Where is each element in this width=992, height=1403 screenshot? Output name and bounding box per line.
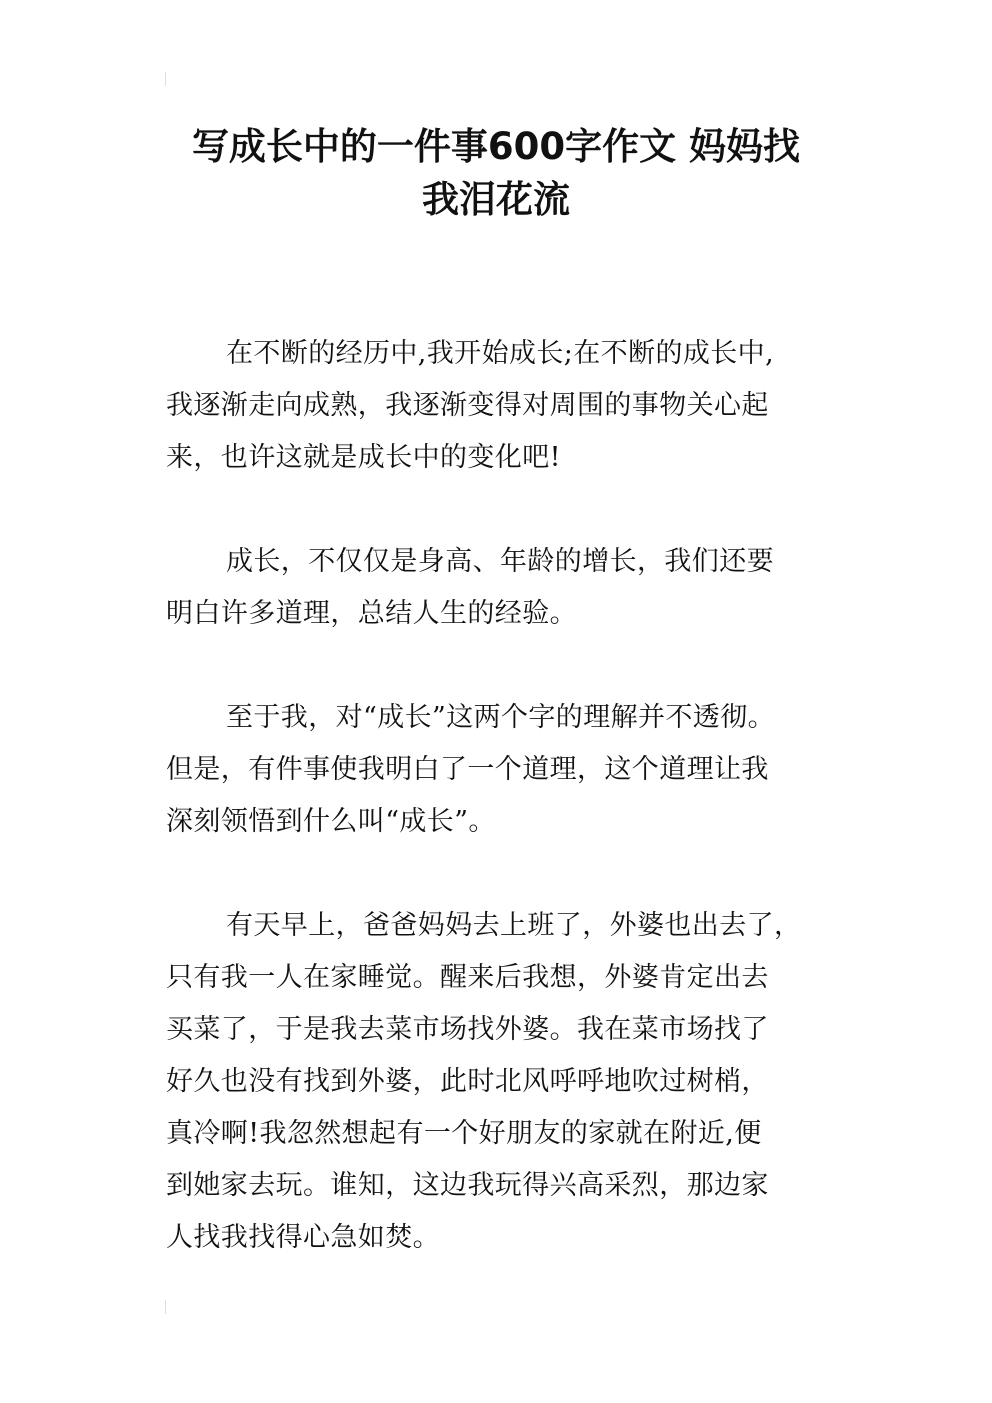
paragraph-2 <box>166 536 846 640</box>
paragraph-3 <box>166 692 846 848</box>
paragraph-4 <box>166 900 846 1264</box>
text-line: 只有我一人在家睡觉。醒来后我想，外婆肯定出去 <box>166 962 769 993</box>
text-line: 来，也许这就是成长中的变化吧! <box>166 442 561 473</box>
text-line: 至于我，对“成长”这两个字的理解并不透彻。 <box>226 702 776 733</box>
document-body <box>166 328 846 1316</box>
text-line: 但是，有件事使我明白了一个道理，这个道理让我 <box>166 754 769 785</box>
text-line: 买菜了，于是我去菜市场找外婆。我在菜市场找了 <box>166 1014 769 1045</box>
text-line: 有天早上，爸爸妈妈去上班了，外婆也出去了， <box>226 910 802 941</box>
text-line: 成长，不仅仅是身高、年龄的增长，我们还要 <box>226 546 774 577</box>
text-line: 真冷啊!我忽然想起有一个好朋友的家就在附近,便 <box>166 1118 762 1149</box>
page-edge-mark <box>165 72 166 86</box>
text-line: 在不断的经历中,我开始成长;在不断的成长中, <box>226 338 775 369</box>
text-line: 我逐渐走向成熟，我逐渐变得对周围的事物关心起 <box>166 390 769 421</box>
title-line: 写成长中的一件事600字作文 妈妈找 <box>191 125 801 168</box>
title-line: 我泪花流 <box>422 178 570 221</box>
document-title <box>160 120 832 226</box>
text-line: 好久也没有找到外婆，此时北风呼呼地吹过树梢， <box>166 1066 769 1097</box>
text-line: 明白许多道理，总结人生的经验。 <box>166 598 577 629</box>
text-line: 人找我找得心急如焚。 <box>166 1222 440 1253</box>
text-line: 到她家去玩。谁知，这边我玩得兴高采烈，那边家 <box>166 1170 769 1201</box>
text-line: 深刻领悟到什么叫“成长”。 <box>166 806 496 837</box>
paragraph-1 <box>166 328 846 484</box>
